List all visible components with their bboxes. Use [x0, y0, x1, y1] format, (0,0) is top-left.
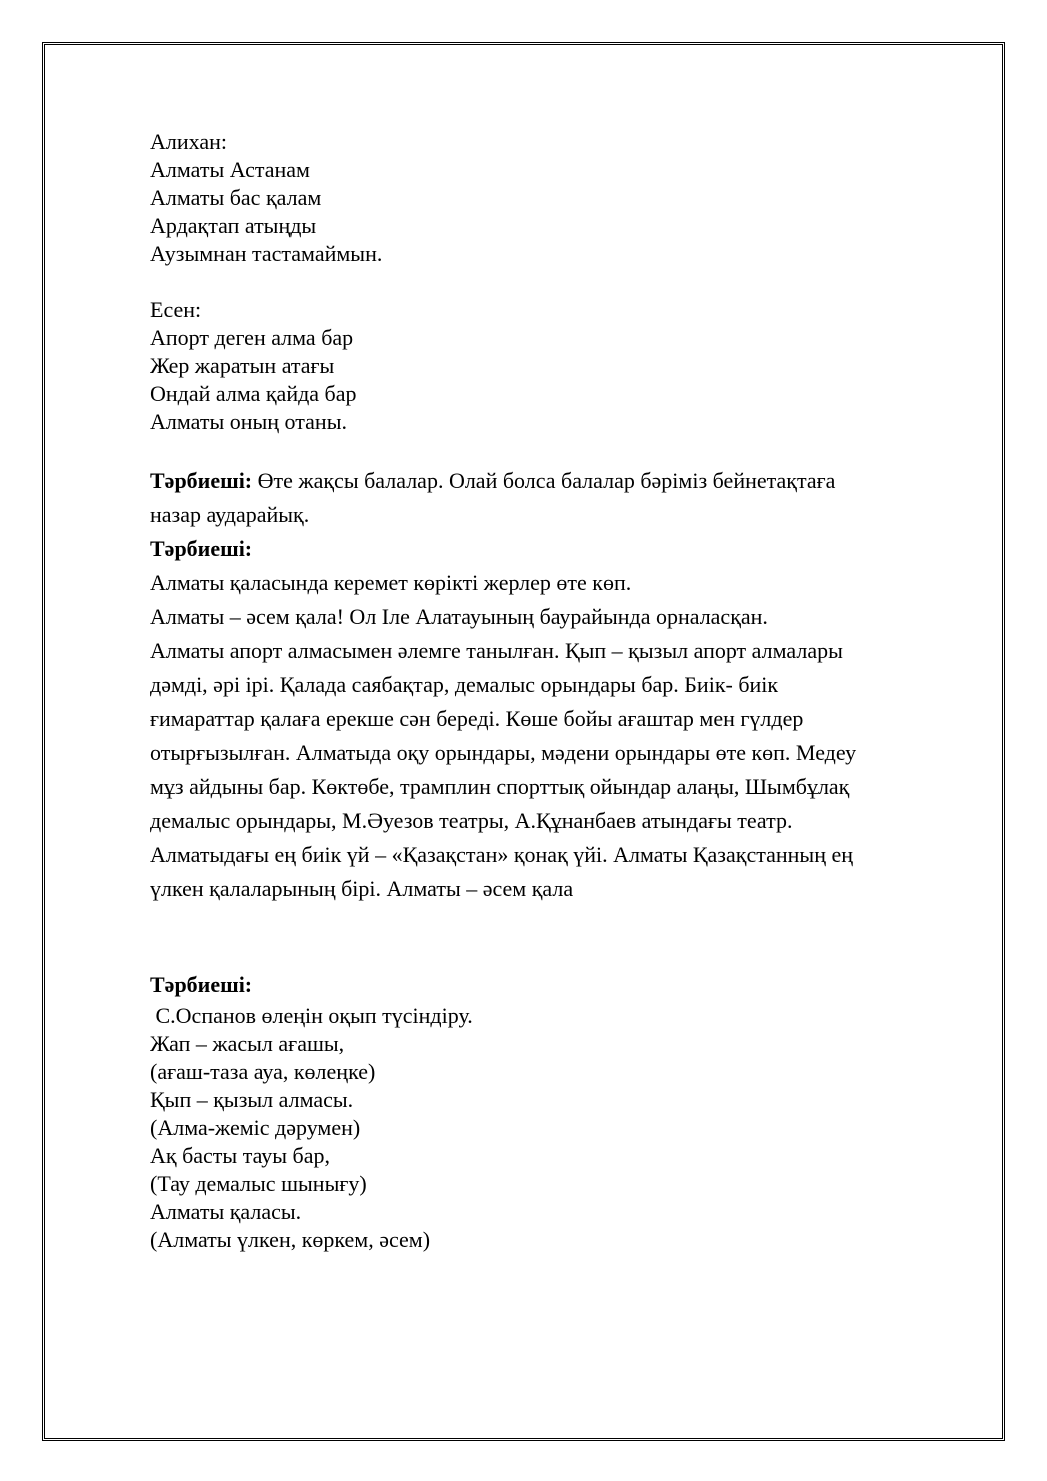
almaty-description — [150, 566, 950, 906]
poem-line: Алматы қаласы. — [150, 1199, 302, 1224]
paragraph-line: дәмді, әрі ірі. Қалада саябақтар, демалыс орындары бар. Биік- биік — [150, 672, 779, 697]
alikhan-poem — [150, 128, 950, 268]
teacher-label: Тәрбиеші: — [150, 972, 253, 997]
poem-line: Ақ басты тауы бар, — [150, 1143, 330, 1168]
poem-line: Ардақтап атыңды — [150, 213, 317, 238]
teacher-remark-1 — [150, 464, 950, 566]
poem-line: Апорт деген алма бар — [150, 325, 354, 350]
poem-line: (ағаш-таза ауа, көлеңке) — [150, 1059, 376, 1084]
poem-line: Қып – қызыл алмасы. — [150, 1087, 354, 1112]
document-body — [150, 128, 950, 1254]
teacher-remark-text: Өте жақсы балалар. Олай болса балалар бәріміз бейнетақтаға — [252, 468, 836, 493]
teacher-label: Тәрбиеші: — [150, 468, 253, 493]
poem-line: Ондай алма қайда бар — [150, 381, 357, 406]
poem-line: (Тау демалыс шынығу) — [150, 1171, 367, 1196]
paragraph-line: назар аударайық. — [150, 502, 310, 527]
paragraph-line: Алматыдағы ең биік үй – «Қазақстан» қонақ үйі. Алматы Қазақстанның ең — [150, 842, 854, 867]
speaker-esen: Есен: — [150, 297, 202, 322]
paragraph-line: демалыс орындары, М.Әуезов театры, А.Құнанбаев атындағы театр. — [150, 808, 793, 833]
poem-line: Алматы Астанам — [150, 157, 310, 182]
poem-line: Алматы оның отаны. — [150, 409, 347, 434]
ospanov-poem — [150, 968, 950, 1254]
paragraph-line: үлкен қалаларының бірі. Алматы – әсем қала — [150, 876, 574, 901]
paragraph-line: отырғызылған. Алматыда оқу орындары, мәдени орындары өте көп. Медеу — [150, 740, 857, 765]
paragraph-line: мұз айдыны бар. Көктөбе, трамплин спорттық ойындар алаңы, Шымбұлақ — [150, 774, 850, 799]
paragraph-line: Алматы – әсем қала! Ол Іле Алатауының баурайында орналасқан. — [150, 604, 768, 629]
esen-poem — [150, 296, 950, 436]
poem-line: Жер жаратын атағы — [150, 353, 335, 378]
speaker-alikhan: Алихан: — [150, 129, 227, 154]
paragraph-line: ғимараттар қалаға ерекше сән береді. Көше бойы ағаштар мен гүлдер — [150, 706, 804, 731]
poem-line: Жап – жасыл ағашы, — [150, 1031, 345, 1056]
paragraph-line: Алматы апорт алмасымен әлемге танылған. Қып – қызыл апорт алмалары — [150, 638, 843, 663]
poem-intro: С.Оспанов өлеңін оқып түсіндіру. — [150, 1003, 473, 1028]
paragraph-line: Алматы қаласында керемет көрікті жерлер өте көп. — [150, 570, 632, 595]
poem-line: (Алма-жеміс дәрумен) — [150, 1115, 361, 1140]
paragraph-line — [150, 464, 950, 498]
poem-line: Алматы бас қалам — [150, 185, 322, 210]
poem-line: (Алматы үлкен, көркем, әсем) — [150, 1227, 431, 1252]
poem-line: Аузымнан тастамаймын. — [150, 241, 383, 266]
teacher-label: Тәрбиеші: — [150, 536, 253, 561]
